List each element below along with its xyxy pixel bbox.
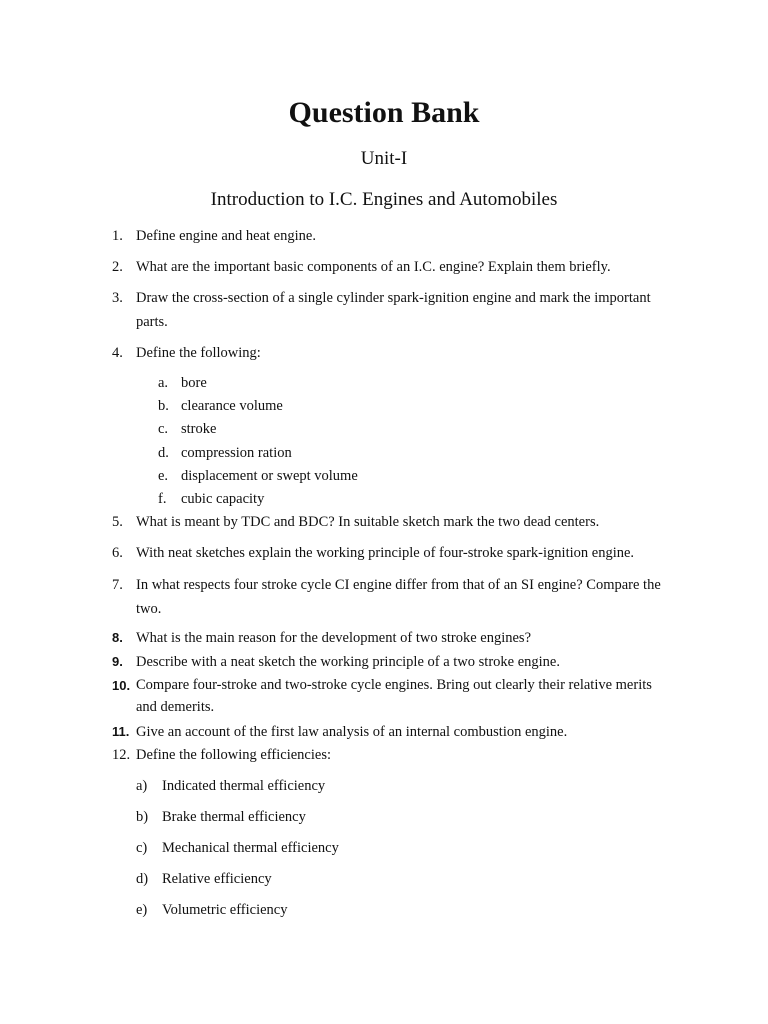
sub-item-letter: c) xyxy=(136,840,148,856)
unit-heading: Unit-I xyxy=(360,148,408,169)
sub-item-letter: a. xyxy=(158,375,169,391)
sub-item-letter: a) xyxy=(136,778,148,794)
question-number: 12. xyxy=(112,747,131,763)
sub-item-letter: e. xyxy=(158,468,169,484)
question-number: 8. xyxy=(112,630,123,645)
question-text: What is meant by TDC and BDC? In suitable sketch mark the two dead centers. xyxy=(136,514,600,530)
question-number: 5. xyxy=(112,514,123,530)
sub-item-letter: e) xyxy=(136,902,148,918)
sub-item-text: Relative efficiency xyxy=(162,871,272,887)
question-number: 2. xyxy=(112,259,123,275)
sub-item-text: displacement or swept volume xyxy=(181,468,358,484)
question-text: Give an account of the first law analysis of an internal combustion engine. xyxy=(136,724,568,740)
sub-item-text: Indicated thermal efficiency xyxy=(162,778,326,794)
question-number: 1. xyxy=(112,228,123,244)
sub-item-text: bore xyxy=(181,375,207,391)
section-heading: Introduction to I.C. Engines and Automobiles xyxy=(210,189,558,210)
question-number: 4. xyxy=(112,345,123,361)
question-number: 6. xyxy=(112,545,123,561)
question-number: 7. xyxy=(112,577,123,593)
question-text: What are the important basic components of an I.C. engine? Explain them briefly. xyxy=(136,259,611,275)
question-text: Define engine and heat engine. xyxy=(136,228,316,244)
question-number: 11. xyxy=(112,724,130,739)
sub-item-letter: b. xyxy=(158,398,169,414)
sub-item-text: compression ration xyxy=(181,445,292,461)
question-number: 10. xyxy=(112,678,131,693)
sub-item-text: cubic capacity xyxy=(181,491,265,507)
sub-item-text: Mechanical thermal efficiency xyxy=(162,840,339,856)
sub-item-letter: f. xyxy=(158,491,167,507)
sub-item-letter: b) xyxy=(136,809,149,825)
sub-item-letter: d. xyxy=(158,445,169,461)
question-text: What is the main reason for the development of two stroke engines? xyxy=(136,630,532,646)
question-text: Describe with a neat sketch the working principle of a two stroke engine. xyxy=(136,654,560,670)
sub-item-text: Brake thermal efficiency xyxy=(162,809,306,825)
sub-item-text: Volumetric efficiency xyxy=(162,902,288,918)
question-text: In what respects four stroke cycle CI engine differ from that of an SI engine? Compare the two. xyxy=(136,577,661,617)
question-number: 9. xyxy=(112,654,123,669)
question-text: Define the following: xyxy=(136,345,261,361)
page-title: Question Bank xyxy=(288,96,480,129)
sub-item-text: clearance volume xyxy=(181,398,283,414)
question-text: Compare four-stroke and two-stroke cycle engines. Bring out clearly their relative merits and demerits. xyxy=(136,677,652,715)
question-text: Draw the cross-section of a single cylinder spark-ignition engine and mark the important parts. xyxy=(136,290,651,330)
sub-item-letter: d) xyxy=(136,871,149,887)
sub-item-letter: c. xyxy=(158,421,169,437)
question-number: 3. xyxy=(112,290,123,306)
question-text: Define the following efficiencies: xyxy=(136,747,332,763)
question-text: With neat sketches explain the working principle of four-stroke spark-ignition engine. xyxy=(136,545,635,561)
sub-item-text: stroke xyxy=(181,421,217,437)
